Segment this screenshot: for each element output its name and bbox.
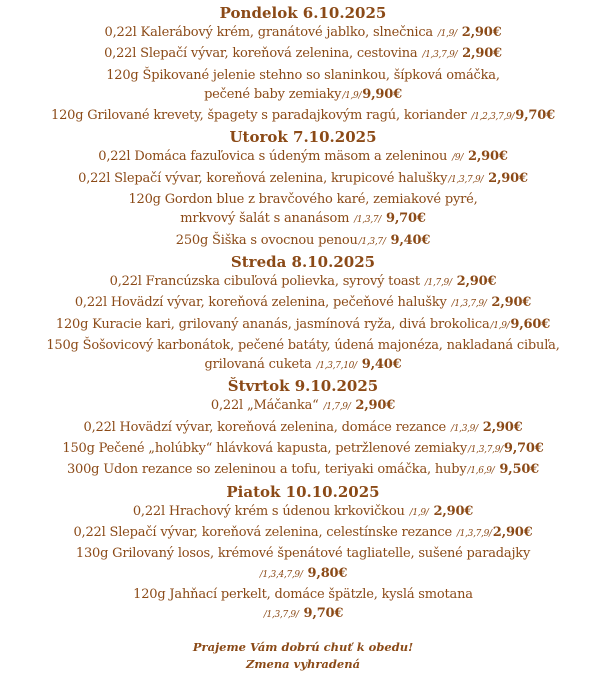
allergen-codes: /1,3,7,9/ bbox=[456, 528, 492, 539]
menu-item bbox=[0, 315, 606, 336]
day-heading: Štvrtok 9.10.2025 bbox=[227, 377, 379, 396]
allergen-codes: /1,3,7/ bbox=[358, 236, 386, 247]
dish-text: 130g Grilovaný losos, krémové špenátové tagliatelle, sušené paradajky bbox=[75, 546, 531, 562]
dish-price: 9,90€ bbox=[362, 86, 402, 102]
menu-item bbox=[0, 439, 606, 460]
dish-price: 2,90€ bbox=[456, 273, 497, 289]
allergen-codes: /1,3,7,10/ bbox=[316, 361, 357, 372]
menu-item bbox=[0, 336, 606, 355]
dish-price: 2,90€ bbox=[462, 46, 502, 62]
menu-item bbox=[0, 396, 606, 417]
dish-price: 2,90€ bbox=[482, 419, 523, 435]
dish-text: 0,22l Hovädzí vývar, koreňová zelenina, pečeňové halušky bbox=[74, 295, 447, 311]
day-section-friday bbox=[0, 482, 606, 626]
dish-text: mrkvový šalát s ananásom bbox=[180, 211, 350, 227]
dish-text: 120g Špikované jelenie stehno so slaninkou, šípková omáčka, bbox=[106, 67, 500, 83]
dish-text: 120g Gordon blue z bravčového karé, zemiakové pyré, bbox=[128, 192, 478, 208]
dish-text: 0,22l Kalerábový krém, granátové jablko, slnečnica bbox=[104, 25, 433, 40]
dish-price: 2,90€ bbox=[491, 295, 532, 311]
allergen-codes: /1,9/ bbox=[342, 90, 362, 101]
menu-item bbox=[0, 544, 606, 563]
dish-text: 250g Šiška s ovocnou penou bbox=[175, 232, 358, 248]
allergen-codes: /1,7,9/ bbox=[424, 277, 452, 288]
menu-item bbox=[0, 293, 606, 314]
dish-price: 2,90€ bbox=[492, 524, 533, 540]
dish-price: 9,60€ bbox=[510, 316, 551, 332]
allergen-codes: /1,3,7,9/ bbox=[468, 445, 503, 456]
menu-item bbox=[0, 272, 606, 293]
footer-wish: Prajeme Vám dobrú chuť k obedu! bbox=[192, 640, 414, 655]
dish-text: 0,22l Slepačí vývar, koreňová zelenina, krupicové halušky bbox=[78, 170, 448, 186]
day-section-tuesday bbox=[0, 127, 606, 251]
menu-item bbox=[0, 190, 606, 209]
menu-item bbox=[0, 460, 606, 481]
dish-text: 150g Šošovicový karbonátok, pečené batáty, údená majonéza, nakladaná cibuľa, bbox=[46, 337, 560, 353]
dish-price: 9,80€ bbox=[307, 565, 348, 581]
allergen-codes: /1,3,4,7,9/ bbox=[259, 569, 303, 580]
allergen-codes: /9/ bbox=[452, 153, 464, 164]
dish-text: 0,22l Francúzska cibuľová polievka, syrový toast bbox=[109, 273, 420, 289]
menu-item bbox=[0, 564, 606, 585]
menu-item bbox=[0, 23, 606, 44]
menu-item bbox=[0, 523, 606, 544]
allergen-codes: /1,9/ bbox=[490, 320, 510, 331]
menu-item bbox=[0, 355, 606, 376]
dish-text: 0,22l Slepačí vývar, koreňová zelenina, celestínske rezance bbox=[73, 524, 452, 540]
day-heading: Streda 8.10.2025 bbox=[230, 252, 376, 271]
dish-price: 9,40€ bbox=[390, 232, 431, 248]
dish-text: 0,22l „Máčanka“ bbox=[210, 398, 319, 414]
menu-item bbox=[0, 604, 606, 625]
dish-price: 9,40€ bbox=[361, 357, 402, 373]
dish-text: 120g Jahňací perkelt, domáce špätzle, kyslá smotana bbox=[133, 586, 473, 602]
dish-price: 9,70€ bbox=[385, 211, 426, 227]
dish-text: 0,22l Domáca fazuľovica s údeným mäsom a zeleninou bbox=[98, 149, 448, 165]
menu-item bbox=[0, 85, 606, 106]
menu-item bbox=[0, 418, 606, 439]
dish-text: 120g Grilované krevety, špagety s paradajkovým ragú, koriander bbox=[51, 108, 467, 124]
dish-price: 9,70€ bbox=[503, 441, 544, 457]
menu-footer bbox=[0, 639, 606, 673]
allergen-codes: /1,3,7,9/ bbox=[422, 50, 458, 61]
dish-text: 150g Pečené „holúbky“ hlávková kapusta, petržlenové zemiaky bbox=[62, 441, 467, 457]
menu-item bbox=[0, 209, 606, 230]
dish-text: pečené baby zemiaky bbox=[204, 86, 342, 102]
day-heading: Piatok 10.10.2025 bbox=[226, 482, 380, 501]
dish-price: 2,90€ bbox=[355, 398, 396, 414]
dish-text: 0,22l Hovädzí vývar, koreňová zelenina, domáce rezance bbox=[83, 419, 447, 435]
dish-text: grilovaná cuketa bbox=[204, 357, 312, 373]
dish-price: 9,70€ bbox=[515, 108, 555, 124]
allergen-codes: /1,7,9/ bbox=[323, 402, 351, 413]
allergen-codes: /1,3,9/ bbox=[450, 423, 478, 434]
dish-text: 0,22l Slepačí vývar, koreňová zelenina, cestovina bbox=[104, 46, 418, 62]
allergen-codes: /1,3,7,9/ bbox=[263, 610, 299, 621]
allergen-codes: /1,3,7,9/ bbox=[448, 174, 484, 185]
allergen-codes: /1,9/ bbox=[409, 507, 429, 518]
menu-item bbox=[0, 44, 606, 65]
allergen-codes: /1,9/ bbox=[437, 29, 457, 39]
day-heading: Utorok 7.10.2025 bbox=[229, 128, 377, 147]
allergen-codes: /1,2,3,7,9/ bbox=[471, 112, 515, 123]
dish-price: 2,90€ bbox=[488, 170, 528, 186]
menu-item bbox=[0, 585, 606, 604]
dish-price: 9,50€ bbox=[499, 462, 540, 478]
day-section-monday bbox=[0, 3, 606, 127]
dish-price: 2,90€ bbox=[461, 25, 502, 40]
dish-price: 2,90€ bbox=[468, 149, 508, 165]
allergen-codes: /1,6,9/ bbox=[467, 466, 495, 477]
day-heading: Pondelok 6.10.2025 bbox=[219, 4, 387, 22]
dish-text: 120g Kuracie kari, grilovaný ananás, jasmínová ryža, divá brokolica bbox=[55, 316, 490, 332]
allergen-codes: /1,3,7/ bbox=[354, 215, 382, 226]
day-section-wednesday bbox=[0, 252, 606, 376]
allergen-codes: /1,3,7,9/ bbox=[451, 299, 487, 310]
dish-text: 0,22l Hrachový krém s údenou krkovičkou bbox=[132, 503, 405, 519]
footer-notice: Zmena vyhradená bbox=[245, 657, 361, 672]
menu-item bbox=[0, 66, 606, 85]
dish-text: 300g Udon rezance so zeleninou a tofu, teriyaki omáčka, huby bbox=[66, 462, 467, 478]
menu-item bbox=[0, 231, 606, 252]
day-section-thursday bbox=[0, 376, 606, 481]
dish-price: 9,70€ bbox=[303, 606, 344, 622]
menu-item bbox=[0, 502, 606, 523]
menu-item bbox=[0, 106, 606, 127]
menu-item bbox=[0, 147, 606, 168]
menu-item bbox=[0, 169, 606, 190]
dish-price: 2,90€ bbox=[433, 503, 474, 519]
